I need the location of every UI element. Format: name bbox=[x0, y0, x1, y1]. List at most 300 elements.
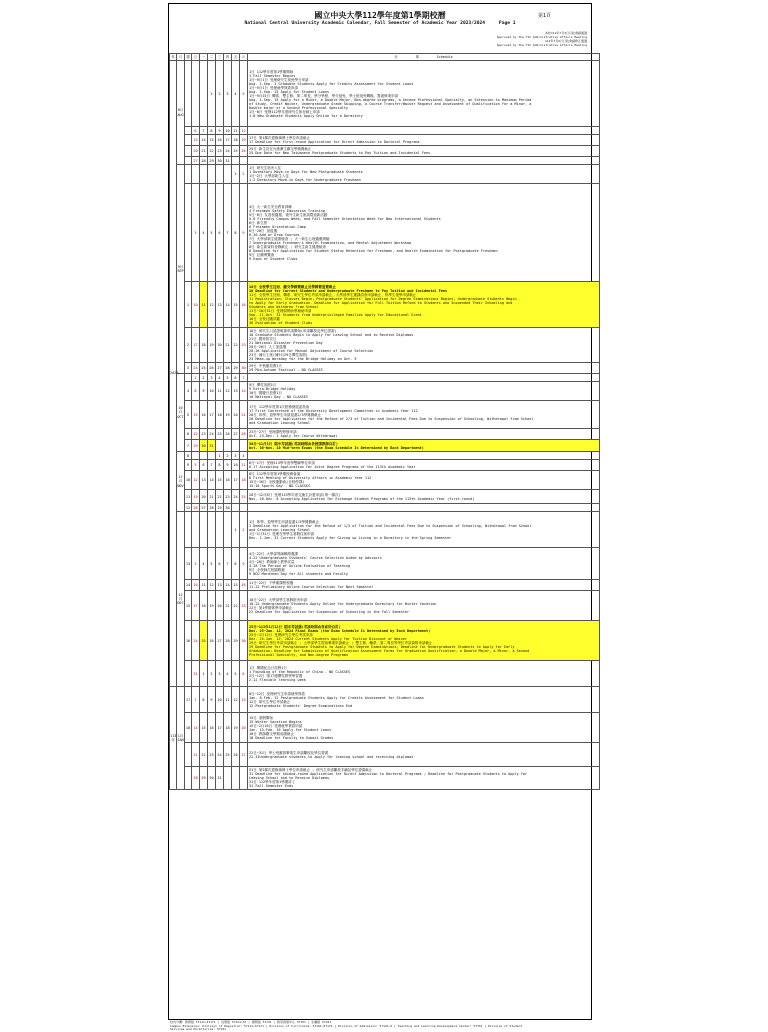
schedule-cell bbox=[248, 61, 600, 127]
week-number: 6 bbox=[185, 429, 192, 440]
day-cell bbox=[192, 512, 200, 548]
week-number: 3 bbox=[185, 363, 192, 374]
year-label: 113年 bbox=[170, 687, 177, 790]
day-cell bbox=[200, 165, 208, 184]
day-cell: 20 bbox=[232, 401, 240, 429]
day-cell: 20 bbox=[240, 713, 248, 743]
day-cell: 26 bbox=[232, 743, 240, 767]
day-cell: 20 bbox=[216, 591, 224, 621]
schedule-line: Double major or a Second Professional Specialty bbox=[249, 105, 349, 110]
schedule-line: 4日 大一新生安全教育訓練 bbox=[249, 204, 292, 209]
day-cell: 23 bbox=[200, 429, 208, 440]
day-cell: 5 bbox=[208, 548, 216, 580]
day-cell: 28 bbox=[240, 429, 248, 440]
week-number bbox=[185, 767, 192, 790]
schedule-line: 18日 教師繳交學期成績截止 bbox=[249, 731, 294, 736]
week-row bbox=[170, 471, 600, 490]
day-cell: 17 bbox=[232, 471, 240, 490]
schedule-line: 20日 休學、退學學生申請退還2/3學雜費截止 bbox=[249, 412, 322, 417]
week-number: 12 bbox=[185, 505, 191, 510]
header bbox=[169, 4, 591, 31]
schedule-line: Nov. 20-Dec. 8 Accepting Application for Exchange Student Programs of the 113th Academic Year (first-round) bbox=[249, 496, 475, 501]
schedule-line: 8 First Meeting of University Affairs in Academic Year 112 bbox=[249, 476, 372, 480]
day-cell: 19 bbox=[208, 328, 216, 363]
week-number: 8 bbox=[185, 452, 192, 460]
title-zh: 國立中央大學112學年度第1學期校曆 bbox=[314, 11, 446, 20]
schedule-line: 1-8 New Graduate Students Apply Online for a Dormitory bbox=[249, 113, 363, 118]
schedule-line: 25日~1月12日 受理研究生學位考試申請 bbox=[249, 632, 313, 637]
day-cell: 9 bbox=[240, 184, 248, 282]
schedule-cell bbox=[248, 743, 600, 767]
day-cell: 14 bbox=[200, 135, 208, 146]
schedule-line: 22日~31日 學士班應屆畢業生申請離校及學位證書 bbox=[249, 750, 329, 755]
schedule-cell bbox=[248, 429, 600, 440]
day-cell: 26 bbox=[193, 505, 198, 510]
day-cell: 27 bbox=[240, 743, 248, 767]
day-cell: 1 bbox=[232, 512, 240, 548]
schedule-line: Professional Specialty, and Non-degree Programs bbox=[249, 652, 349, 657]
week-row bbox=[170, 580, 600, 591]
schedule-line: 5日~8日 友善校園週、境外生新生座談暨迎新活動 bbox=[249, 212, 328, 217]
day-cell bbox=[200, 61, 208, 127]
day-cell: 22 bbox=[208, 146, 216, 157]
schedule-line: 6日~17日 受理113學年度學雙聯學位申請 bbox=[249, 461, 315, 465]
week-number bbox=[185, 512, 192, 548]
schedule-line: 15-16 Sports Day - NO CLASSES bbox=[249, 484, 311, 488]
schedule-line: 6 Freshmen Orientation Camp bbox=[249, 224, 306, 229]
day-cell: 29 bbox=[192, 440, 200, 452]
footer-line: Services and Dormitories: 57221 bbox=[170, 1027, 226, 1032]
day-cell: 25 bbox=[240, 490, 248, 504]
schedule-cell bbox=[248, 374, 600, 382]
day-cell: 23 bbox=[240, 328, 248, 363]
day-cell: 10 bbox=[225, 128, 230, 133]
schedule-line: 31日 第2梯次逕修讀博士學位申請截止 ; 研究生申請離校手續及學位證書截止 bbox=[249, 768, 373, 772]
week-row bbox=[170, 184, 600, 282]
day-cell bbox=[192, 452, 200, 460]
year-label: 2023 bbox=[170, 61, 177, 687]
schedule-cell bbox=[248, 282, 600, 328]
day-cell bbox=[216, 165, 224, 184]
day-cell bbox=[240, 440, 248, 452]
col-tue: 二 bbox=[208, 54, 216, 61]
schedule-line: 1 Deadline for Application for the Refund of 1/3 of Tuition and Incidental Fees Due to Suspension of Schooling, Withdrawal from School bbox=[249, 523, 532, 528]
day-cell bbox=[208, 165, 216, 184]
schedule-line: Leaving School and to Receive Diplomas bbox=[249, 776, 330, 780]
col-schedule: 行 事 Schedule bbox=[248, 54, 600, 61]
day-cell: 6 bbox=[216, 548, 224, 580]
schedule-line: 11-22 Preliminary Online Course Selection for Next Semester bbox=[249, 585, 374, 589]
day-cell: 29 bbox=[200, 767, 208, 790]
day-cell: 24 bbox=[192, 363, 200, 374]
schedule-line: 17日 112學年度第1次校務發展委員會 bbox=[249, 404, 310, 409]
day-cell: 24 bbox=[192, 621, 200, 661]
schedule-line: 29 Deadline for Postgraduate Students to Apply for Degree Examinations; Deadline for Undergraduate Students to Apply for Early bbox=[249, 644, 515, 649]
day-cell: 5 bbox=[232, 661, 240, 687]
week-number bbox=[185, 157, 192, 165]
day-cell: 19 bbox=[232, 713, 240, 743]
week-row bbox=[170, 282, 600, 328]
day-cell bbox=[240, 504, 248, 512]
day-cell bbox=[224, 440, 232, 452]
day-cell bbox=[200, 512, 208, 548]
day-cell: 21 bbox=[208, 490, 216, 504]
schedule-line: Dec. 25-Jan. 12, 2024 Final Exams (the Exam Schedule Is Determined by Each Department) bbox=[249, 628, 431, 633]
approval-note: 本校112年7月3日行政會議通過 bbox=[544, 31, 587, 35]
schedule-line: 9 Expo of Student Clubs bbox=[249, 256, 298, 261]
schedule-line: 1日~9月1日 受理就學貸款申請 bbox=[249, 85, 299, 90]
day-cell: 11 bbox=[224, 687, 232, 713]
day-cell: 12 bbox=[241, 128, 246, 133]
col-month: 月 bbox=[177, 54, 185, 61]
day-cell: 9 bbox=[200, 382, 208, 401]
day-cell: 16 bbox=[208, 713, 216, 743]
day-cell: 31 bbox=[225, 158, 230, 163]
day-cell: 8 bbox=[216, 460, 224, 471]
schedule-cell bbox=[248, 401, 600, 429]
schedule-cell bbox=[248, 713, 600, 743]
day-cell bbox=[232, 767, 240, 790]
schedule-line: 1日~9月1日 受理研究生抵免學分申請 bbox=[249, 77, 309, 82]
day-cell: 29 bbox=[209, 158, 214, 163]
schedule-line: Oct. 23-Dec. 1 Apply for Course Withdrawal bbox=[249, 434, 338, 438]
day-cell: 19 bbox=[240, 135, 248, 146]
day-cell: 28 bbox=[224, 621, 232, 661]
col-wed: 三 bbox=[216, 54, 224, 61]
schedule-cell bbox=[248, 127, 600, 135]
week-row bbox=[170, 429, 600, 440]
week-row bbox=[170, 743, 600, 767]
day-cell: 22 bbox=[232, 328, 240, 363]
day-cell: 15 bbox=[232, 580, 240, 591]
week-row bbox=[170, 767, 600, 790]
schedule-line: 1日 休學、退學學生申請退還1/3學雜費截止 bbox=[249, 519, 320, 524]
schedule-line: 12 Postgraduate Students' Degree Examinations End bbox=[249, 703, 353, 708]
day-cell bbox=[224, 767, 232, 790]
day-cell bbox=[240, 157, 248, 165]
day-cell: 13 bbox=[232, 382, 240, 401]
day-cell: 17 bbox=[216, 713, 224, 743]
day-cell: 27 bbox=[216, 363, 224, 374]
schedule-line: 9日 全校師生校園路跑 bbox=[249, 567, 285, 572]
col-thu: 四 bbox=[224, 54, 232, 61]
day-cell: 30 bbox=[225, 505, 230, 510]
schedule-line: 15日 寒假開始 bbox=[249, 715, 273, 720]
schedule-line: 8日 新生新資料登錄截止 ; 研究生新生健康檢查 bbox=[249, 244, 327, 249]
day-cell: 1 bbox=[232, 165, 240, 184]
month-label: 11月 NOV bbox=[177, 452, 185, 512]
day-cell: 21 bbox=[224, 591, 232, 621]
day-cell: 25 bbox=[232, 146, 240, 157]
schedule-line: 23日 補行上班(補9月29日彈性放假) bbox=[249, 353, 308, 357]
schedule-line: 9 Extra-Bridge Holiday bbox=[249, 387, 296, 391]
day-cell: 18 bbox=[216, 401, 224, 429]
day-cell: 27 bbox=[201, 505, 206, 510]
day-cell: 7 bbox=[192, 687, 200, 713]
week-row bbox=[170, 157, 600, 165]
day-cell: 27 bbox=[193, 158, 198, 163]
week-number: 18 bbox=[185, 713, 192, 743]
footer-line: 校內分機：教務組 57111~57171 | 註冊組 57121~57 | 課務組 57131 | 教學發展中心 57351 | 生輔組 57221 bbox=[170, 1020, 332, 1024]
schedule-line: 1 Founding of the Republic of China - NO CLASSES bbox=[249, 669, 351, 674]
col-sat: 六 bbox=[240, 54, 248, 61]
week-row bbox=[170, 127, 600, 135]
week-number: 2 bbox=[185, 328, 192, 363]
schedule-cell bbox=[248, 661, 600, 687]
schedule-line: 25 Due Date for New Taiwanese Postgraduate Students to Pay Tuition and Incidental Fees bbox=[249, 151, 431, 155]
day-cell: 31 bbox=[192, 661, 200, 687]
schedule-line: 1 Dormitory Move-in Days for New Postgraduate Students bbox=[249, 170, 363, 174]
day-cell: 10 bbox=[208, 382, 216, 401]
day-cell: 30 bbox=[208, 767, 216, 790]
approval-notes bbox=[169, 31, 591, 53]
day-cell: 2 bbox=[240, 512, 248, 548]
schedule-line: 18日~22日 大學部學生寒假宿舍申請 bbox=[249, 597, 308, 602]
day-cell: 20 bbox=[200, 490, 208, 504]
week-number bbox=[185, 743, 192, 767]
day-cell: 2 bbox=[240, 165, 248, 184]
schedule-line: 10日 國慶日放假1日 bbox=[249, 391, 282, 395]
day-cell: 3 bbox=[216, 661, 224, 687]
week-number: 9 bbox=[185, 460, 192, 471]
schedule-line: 20日~12月8日 受理113學年度交換生計畫申請(第一梯次) bbox=[249, 492, 341, 497]
schedule-cell bbox=[248, 580, 600, 591]
day-cell: 29 bbox=[232, 363, 240, 374]
schedule-line: 9日 彈性放假1日 bbox=[249, 383, 277, 387]
day-cell: 18 bbox=[224, 713, 232, 743]
week-number bbox=[185, 374, 192, 382]
schedule-line: and Graduation Leaving School bbox=[249, 527, 311, 532]
day-cell: 31 bbox=[208, 440, 216, 452]
day-cell: 8 bbox=[232, 184, 240, 282]
day-cell: 12 bbox=[192, 471, 200, 490]
day-cell: 23 bbox=[224, 490, 232, 504]
calendar-table bbox=[169, 53, 600, 790]
day-cell: 6 bbox=[192, 127, 200, 135]
day-cell: 29 bbox=[217, 505, 222, 510]
day-cell: 10 bbox=[216, 687, 224, 713]
schedule-cell bbox=[248, 548, 600, 580]
schedule-line: 23日~27日 受理課程停修申請 bbox=[249, 430, 297, 434]
schedule-line: 15日~16日 全校運動會(全校停課) bbox=[249, 480, 305, 484]
day-cell: 6 bbox=[200, 460, 208, 471]
schedule-line: 4日~28日 教師線上教學評量 bbox=[249, 559, 295, 564]
schedule-line: 16 Evaluation of Student Clubs bbox=[249, 320, 313, 325]
schedule-line: 29日 研究生學位考試申請截止 ; 大學部學生提前畢業申請截止 ; 雙主修、輔系、第二專長等學位考試資格申請截止 bbox=[249, 640, 433, 645]
week-row bbox=[170, 512, 600, 548]
day-cell: 7 bbox=[200, 127, 208, 135]
week-number: 4 bbox=[185, 382, 192, 401]
schedule-cell bbox=[248, 452, 600, 460]
schedule-line: 7日 大學部新生健康檢查 ; 大一新生心理適應測驗 bbox=[249, 236, 330, 241]
schedule-line: 1日~1月31日 受理在學學生寒假住宿申請 bbox=[249, 531, 315, 536]
approval-note: 112年7月6日行政會議修正通過 bbox=[544, 39, 587, 43]
schedule-line: 10 National Day - NO CLASSES bbox=[249, 395, 309, 399]
schedule-cell bbox=[248, 767, 600, 790]
schedule-cell bbox=[248, 184, 600, 282]
schedule-line: 20-26 Application for Manual Adjustment of Course Selection bbox=[249, 349, 374, 353]
schedule-line: 20日~26日 人工加退選 bbox=[249, 345, 287, 349]
day-cell: 8 bbox=[232, 548, 240, 580]
day-cell: 8 bbox=[192, 382, 200, 401]
week-number: 13 bbox=[185, 548, 192, 580]
week-number bbox=[185, 61, 192, 127]
schedule-cell bbox=[248, 328, 600, 363]
day-cell: 17 bbox=[192, 328, 200, 363]
schedule-line: 9日 社團博覽會 bbox=[249, 252, 275, 257]
day-cell: 4 bbox=[200, 548, 208, 580]
month-label: 1月 JAN bbox=[177, 687, 185, 790]
week-number: 7 bbox=[185, 440, 192, 452]
schedule-line: 31日 112學年度第1學期終了 bbox=[249, 780, 296, 784]
week-number: 14 bbox=[185, 580, 192, 591]
schedule-line: 6-20 Add or Drop Courses bbox=[249, 232, 300, 237]
day-cell: 19 bbox=[224, 401, 232, 429]
day-cell: 14 bbox=[208, 471, 216, 490]
day-cell: 14 bbox=[192, 713, 200, 743]
day-cell: 26 bbox=[224, 429, 232, 440]
week-row bbox=[170, 621, 600, 661]
col-week: 週 bbox=[186, 55, 190, 59]
day-cell: 30 bbox=[217, 158, 222, 163]
schedule-line: Jan. 8-Feb. 12 Postgraduate Students Apply for Credits Assessment for Student Loans bbox=[249, 695, 424, 700]
day-cell: 17 bbox=[224, 135, 232, 146]
day-cell: 10 bbox=[192, 282, 200, 328]
day-cell: 9 bbox=[240, 548, 248, 580]
day-cell: 13 bbox=[216, 580, 224, 591]
footer-line: Campus Extension: Division of Registrar: 57111~57171 | Division of Curriculum: 57161~57171 | Division of Admission: 57141~5 | Teaching and Learning Development Center: 57351 | Division of Student bbox=[170, 1023, 523, 1028]
day-cell: 12 bbox=[224, 382, 232, 401]
day-cell: 28 bbox=[224, 363, 232, 374]
schedule-line: 2日~12日 第17週彈性教學學習週 bbox=[249, 673, 303, 678]
week-number: 17 bbox=[185, 687, 192, 713]
day-cell: 17 bbox=[192, 591, 200, 621]
day-cell: 24 bbox=[208, 429, 216, 440]
schedule-line: 25日~113年1月12日 期末考試週(考試時間由各系所自訂) bbox=[249, 624, 341, 629]
schedule-line: 31 Deadline for Second-round Application for Direct Admission to Doctoral Programs ; Deadline for Postgraduate Students to Apply for bbox=[249, 772, 528, 776]
schedule-line: 1日 開國紀念日放假1日 bbox=[249, 665, 287, 670]
schedule-cell bbox=[248, 621, 600, 661]
day-cell: 21 bbox=[200, 146, 208, 157]
day-cell: 5 bbox=[224, 374, 232, 382]
day-cell: 11 bbox=[200, 580, 208, 591]
week-row bbox=[170, 328, 600, 363]
day-cell: 15 bbox=[192, 401, 200, 429]
schedule-line: 31 Fall Semester Ends bbox=[249, 784, 294, 788]
day-cell: 15 bbox=[208, 135, 216, 146]
day-cell: 16 bbox=[224, 471, 232, 490]
day-cell: 1 bbox=[200, 661, 208, 687]
col-year: 年 bbox=[171, 55, 175, 59]
day-cell: 3 bbox=[192, 548, 200, 580]
day-cell: 9 bbox=[216, 127, 224, 135]
day-cell: 5 bbox=[240, 61, 248, 127]
day-cell: 23 bbox=[216, 146, 224, 157]
day-cell: 25 bbox=[200, 621, 208, 661]
day-cell bbox=[216, 512, 224, 548]
day-cell: 28 bbox=[201, 158, 206, 163]
week-row bbox=[170, 504, 600, 512]
schedule-line: to Apply for Early Graduation. Deadline for Application for Full Tuition Refund to Students who Suspended Their Schooling and bbox=[249, 300, 513, 305]
day-cell: 12 bbox=[232, 687, 240, 713]
day-cell: 30 bbox=[200, 440, 208, 452]
week-number bbox=[185, 146, 192, 157]
day-cell: 19 bbox=[208, 591, 216, 621]
day-cell: 9 bbox=[224, 460, 232, 471]
schedule-line: 5-8 Friendly Campus Week, and Fall Semester Orientation Week for New International Students bbox=[249, 216, 441, 221]
schedule-cell bbox=[248, 157, 600, 165]
week-row bbox=[170, 490, 600, 504]
schedule-cell bbox=[248, 165, 600, 184]
schedule-line: 12日 研究生學位考試截止 bbox=[249, 699, 291, 704]
day-cell: 27 bbox=[232, 429, 240, 440]
day-cell: 18 bbox=[200, 591, 208, 621]
schedule-line: 22-31Undergraduate students to apply for leaving school and receiving diplomas bbox=[249, 754, 414, 759]
month-label: 9月 SEP bbox=[177, 165, 185, 374]
day-cell: 31 bbox=[216, 767, 224, 790]
schedule-line: 11 Registration; Classes Begin; Postgraduate Students' Application for Degree Examinations Begins; Undergraduate Students Begin bbox=[249, 296, 517, 301]
schedule-line: 7 Undergraduate Freshmen's Health Examination, and Mental Adjustment Workshop bbox=[249, 240, 412, 245]
day-cell: 13 bbox=[200, 471, 208, 490]
schedule-line: 29 Mid-Autumn Festival - NO CLASSES bbox=[249, 368, 323, 372]
day-cell: 13 bbox=[240, 687, 248, 713]
schedule-line: 18 Deadline for Faculty to Submit Grades bbox=[249, 735, 334, 740]
week-row bbox=[170, 687, 600, 713]
week-row bbox=[170, 165, 600, 184]
schedule-line: 6日 新生營 bbox=[249, 220, 268, 225]
day-cell: 5 bbox=[192, 460, 200, 471]
day-cell: 18 bbox=[240, 471, 248, 490]
day-cell: 18 bbox=[232, 135, 240, 146]
day-cell: 30 bbox=[240, 363, 248, 374]
day-cell: 26 bbox=[240, 146, 248, 157]
day-cell: 16 bbox=[216, 135, 224, 146]
day-cell: 17 bbox=[208, 401, 216, 429]
schedule-line: 1日~8日 受理112學年度研究生宿舍線上申請 bbox=[249, 109, 320, 114]
day-cell: 5 bbox=[208, 184, 216, 282]
schedule-line: 6-17 Accepting Application for Joint Degree Programs of the 113th Academic Year bbox=[249, 465, 416, 469]
day-cell: 3 bbox=[232, 452, 240, 460]
day-cell bbox=[208, 512, 216, 548]
schedule-line: 21 National Disaster Prevention Day bbox=[249, 341, 323, 345]
schedule-line: 11日~22日 下學期課程預選 bbox=[249, 581, 294, 585]
week-row bbox=[170, 548, 600, 580]
day-cell: 6 bbox=[216, 184, 224, 282]
col-fri: 五 bbox=[232, 54, 240, 61]
day-cell: 24 bbox=[216, 743, 224, 767]
day-cell: 15 bbox=[232, 282, 240, 328]
day-cell: 28 bbox=[192, 767, 200, 790]
schedule-cell bbox=[248, 471, 600, 490]
week-number: 5 bbox=[185, 401, 192, 429]
week-number bbox=[185, 184, 192, 282]
page-label: 第1頁 bbox=[537, 13, 551, 19]
schedule-line: Sep. 11-Oct. 31 Students from Underprivileged Families Apply for Educational Grant bbox=[249, 312, 422, 317]
week-number: 16 bbox=[185, 621, 192, 661]
day-cell: 21 bbox=[224, 328, 232, 363]
week-row bbox=[170, 135, 600, 146]
day-cell: 28 bbox=[209, 505, 214, 510]
day-cell bbox=[224, 165, 232, 184]
week-row bbox=[170, 591, 600, 621]
week-number: 11 bbox=[185, 490, 192, 504]
day-cell bbox=[208, 452, 216, 460]
day-cell: 23 bbox=[240, 591, 248, 621]
schedule-line: 15 Winter Vacation Begins bbox=[249, 719, 302, 724]
schedule-cell bbox=[248, 591, 600, 621]
schedule-line: 21日 國家防災日 bbox=[249, 337, 277, 341]
week-number bbox=[185, 135, 192, 146]
